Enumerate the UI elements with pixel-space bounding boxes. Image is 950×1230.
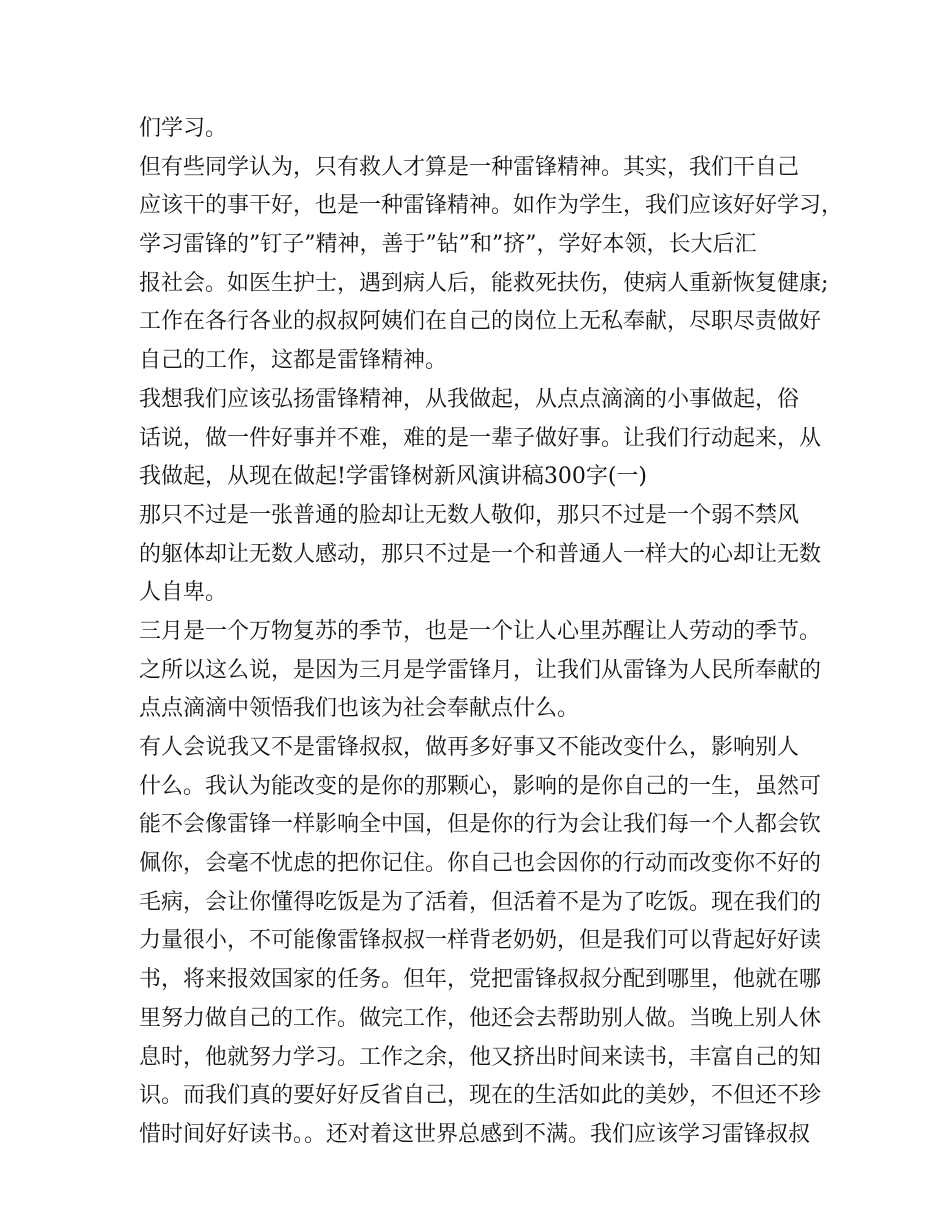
- text-line: 学习雷锋的”钉子”精神，善于”钻”和”挤”，学好本领，长大后汇: [139, 232, 757, 258]
- text-line: 惜时间好好读书。。还对着这世界总感到不满。我们应该学习雷锋叔叔: [139, 1121, 811, 1147]
- text-line: 佩你，会毫不忧虑的把你记住。你自己也会因你的行动而改变你不好的: [139, 851, 822, 877]
- text-line: 毛病，会让你懂得吃饭是为了活着，但活着不是为了吃饭。现在我们的: [139, 889, 822, 915]
- text-line: 书，将来报效国家的任务。但年，党把雷锋叔叔分配到哪里，他就在哪: [139, 967, 822, 993]
- text-line: 力量很小，不可能像雷锋叔叔一样背老奶奶，但是我们可以背起好好读: [139, 928, 822, 954]
- text-line: 我想我们应该弘扬雷锋精神，从我做起，从点点滴滴的小事做起，俗: [139, 386, 800, 412]
- text-line: 息时，他就努力学习。工作之余，他又挤出时间来读书，丰富自己的知: [139, 1044, 822, 1070]
- text-line: 点点滴滴中领悟我们也该为社会奉献点什么。: [139, 696, 580, 722]
- text-line: 那只不过是一张普通的脸却让无数人敬仰，那只不过是一个弱不禁风: [139, 502, 800, 528]
- text-line: 话说，做一件好事并不难，难的是一辈子做好事。让我们行动起来，从: [139, 425, 822, 451]
- text-line: 有人会说我又不是雷锋叔叔，做再多好事又不能改变什么，影响别人: [139, 735, 800, 760]
- text-line: 们学习。: [139, 116, 228, 141]
- text-line: 我做起，从现在做起!学雷锋树新风演讲稿300字(一): [139, 464, 647, 490]
- text-line: 能不会像雷锋一样影响全中国，但是你的行为会让我们每一个人都会钦: [139, 812, 822, 838]
- text-line: 应该干的事干好，也是一种雷锋精神。如作为学生，我们应该好好学习，: [139, 193, 844, 219]
- text-line: 工作在各行各业的叔叔阿姨们在自己的岗位上无私奉献，尽职尽责做好: [139, 309, 822, 335]
- text-line: 人自卑。: [139, 580, 228, 606]
- text-line: 自己的工作，这都是雷锋精神。: [139, 348, 448, 374]
- body-text: [139, 110, 844, 1155]
- text-line: 识。而我们真的要好好反省自己，现在的生活如此的美妙，不但还不珍: [139, 1083, 822, 1109]
- text-line: 里努力做自己的工作。做完工作，他还会去帮助别人做。当晚上别人休: [139, 1005, 822, 1031]
- text-line: 的躯体却让无数人感动，那只不过是一个和普通人一样大的心却让无数: [139, 541, 822, 567]
- text-line: 什么。我认为能改变的是你的那颗心，影响的是你自己的一生，虽然可: [139, 773, 822, 799]
- text-line: 三月是一个万物复苏的季节，也是一个让人心里苏醒让人劳动的季节。: [139, 618, 822, 644]
- text-line: 报社会。如医生护士，遇到病人后，能救死扶伤，使病人重新恢复健康;: [139, 270, 829, 296]
- text-line: 之所以这么说，是因为三月是学雷锋月，让我们从雷锋为人民所奉献的: [139, 657, 822, 683]
- text-line: 但有些同学认为，只有救人才算是一种雷锋精神。其实，我们干自己: [139, 154, 800, 180]
